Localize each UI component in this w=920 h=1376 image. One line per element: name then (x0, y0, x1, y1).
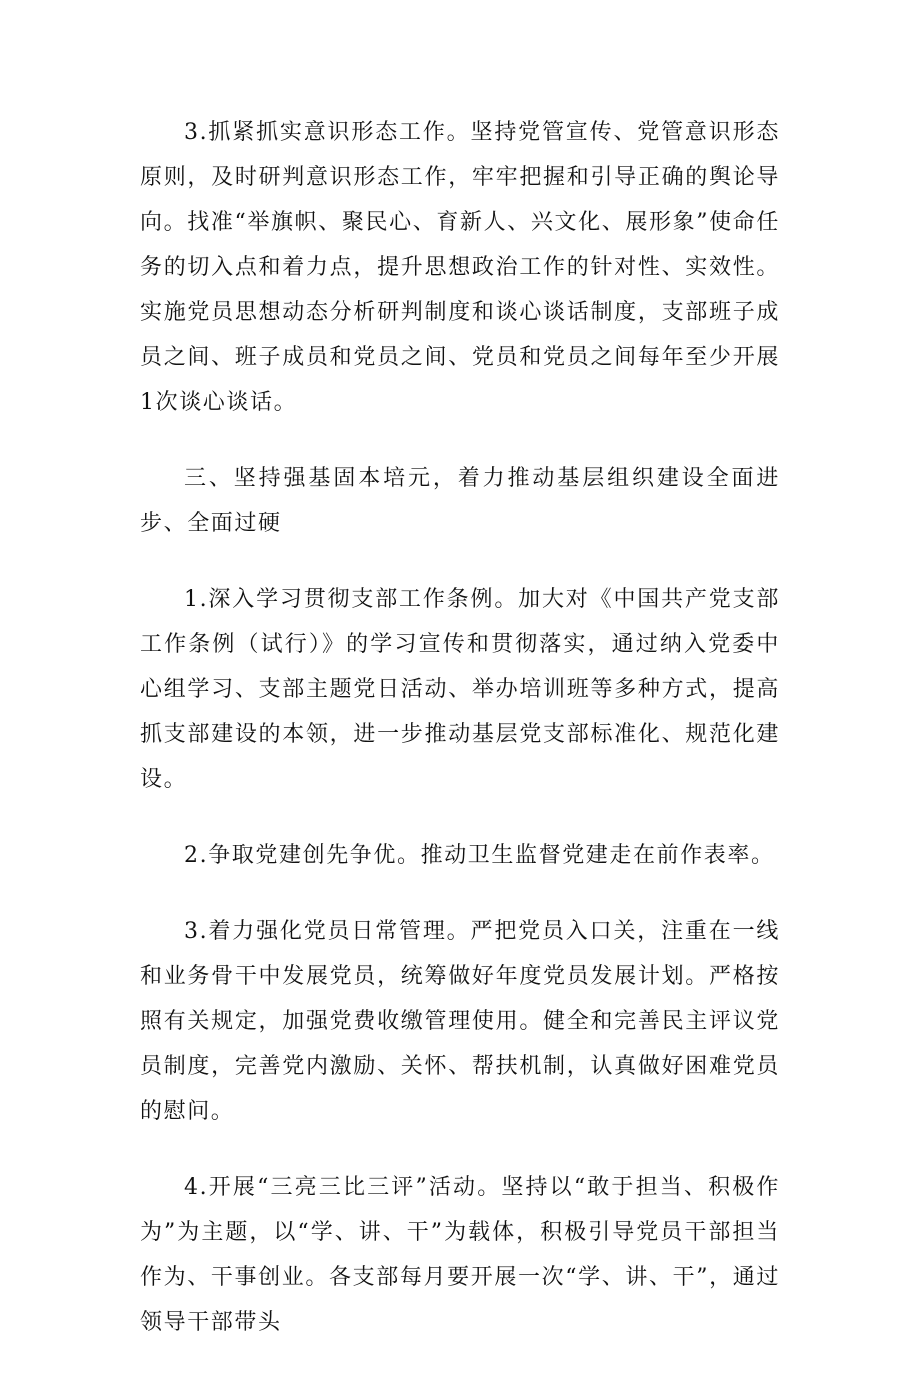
paragraph-member-management: 3.着力强化党员日常管理。严把党员入口关，注重在一线和业务骨干中发展党员，统筹做好年度党员发展计划。严格按照有关规定，加强党费收缴管理使用。健全和完善民主评议党员制度，完善党内激励、关怀、帮扶机制，认真做好困难党员的慰问。 (140, 919, 780, 1124)
paragraph-branch-regulations: 1.深入学习贯彻支部工作条例。加大对《中国共产党支部工作条例（试行）》的学习宣传和贯彻落实，通过纳入党委中心组学习、支部主题党日活动、举办培训班等多种方式，提高抓支部建设的本领，进一步推动基层党支部标准化、规范化建设。 (140, 587, 780, 792)
document-body (140, 110, 780, 1376)
paragraph-ideology-work: 3.抓紧抓实意识形态工作。坚持党管宣传、党管意识形态原则，及时研判意识形态工作，牢牢把握和引导正确的舆论导向。找准“举旗帜、聚民心、育新人、兴文化、展形象”使命任务的切入点和着力点，提升思想政治工作的针对性、实效性。实施党员思想动态分析研判制度和谈心谈话制度，支部班子成员之间、班子成员和党员之间、党员和党员之间每年至少开展1次谈心谈话。 (140, 120, 780, 415)
paragraph-three-activities: 4.开展“三亮三比三评”活动。坚持以“敢于担当、积极作为”为主题，以“学、讲、干”为载体，积极引导党员干部担当作为、干事创业。各支部每月要开展一次“学、讲、干”，通过领导干部带头 (140, 1175, 780, 1335)
paragraph-excellence: 2.争取党建创先争优。推动卫生监督党建走在前作表率。 (184, 843, 775, 868)
section-heading-three: 三、坚持强基固本培元，着力推动基层组织建设全面进步、全面过硬 (140, 466, 780, 536)
